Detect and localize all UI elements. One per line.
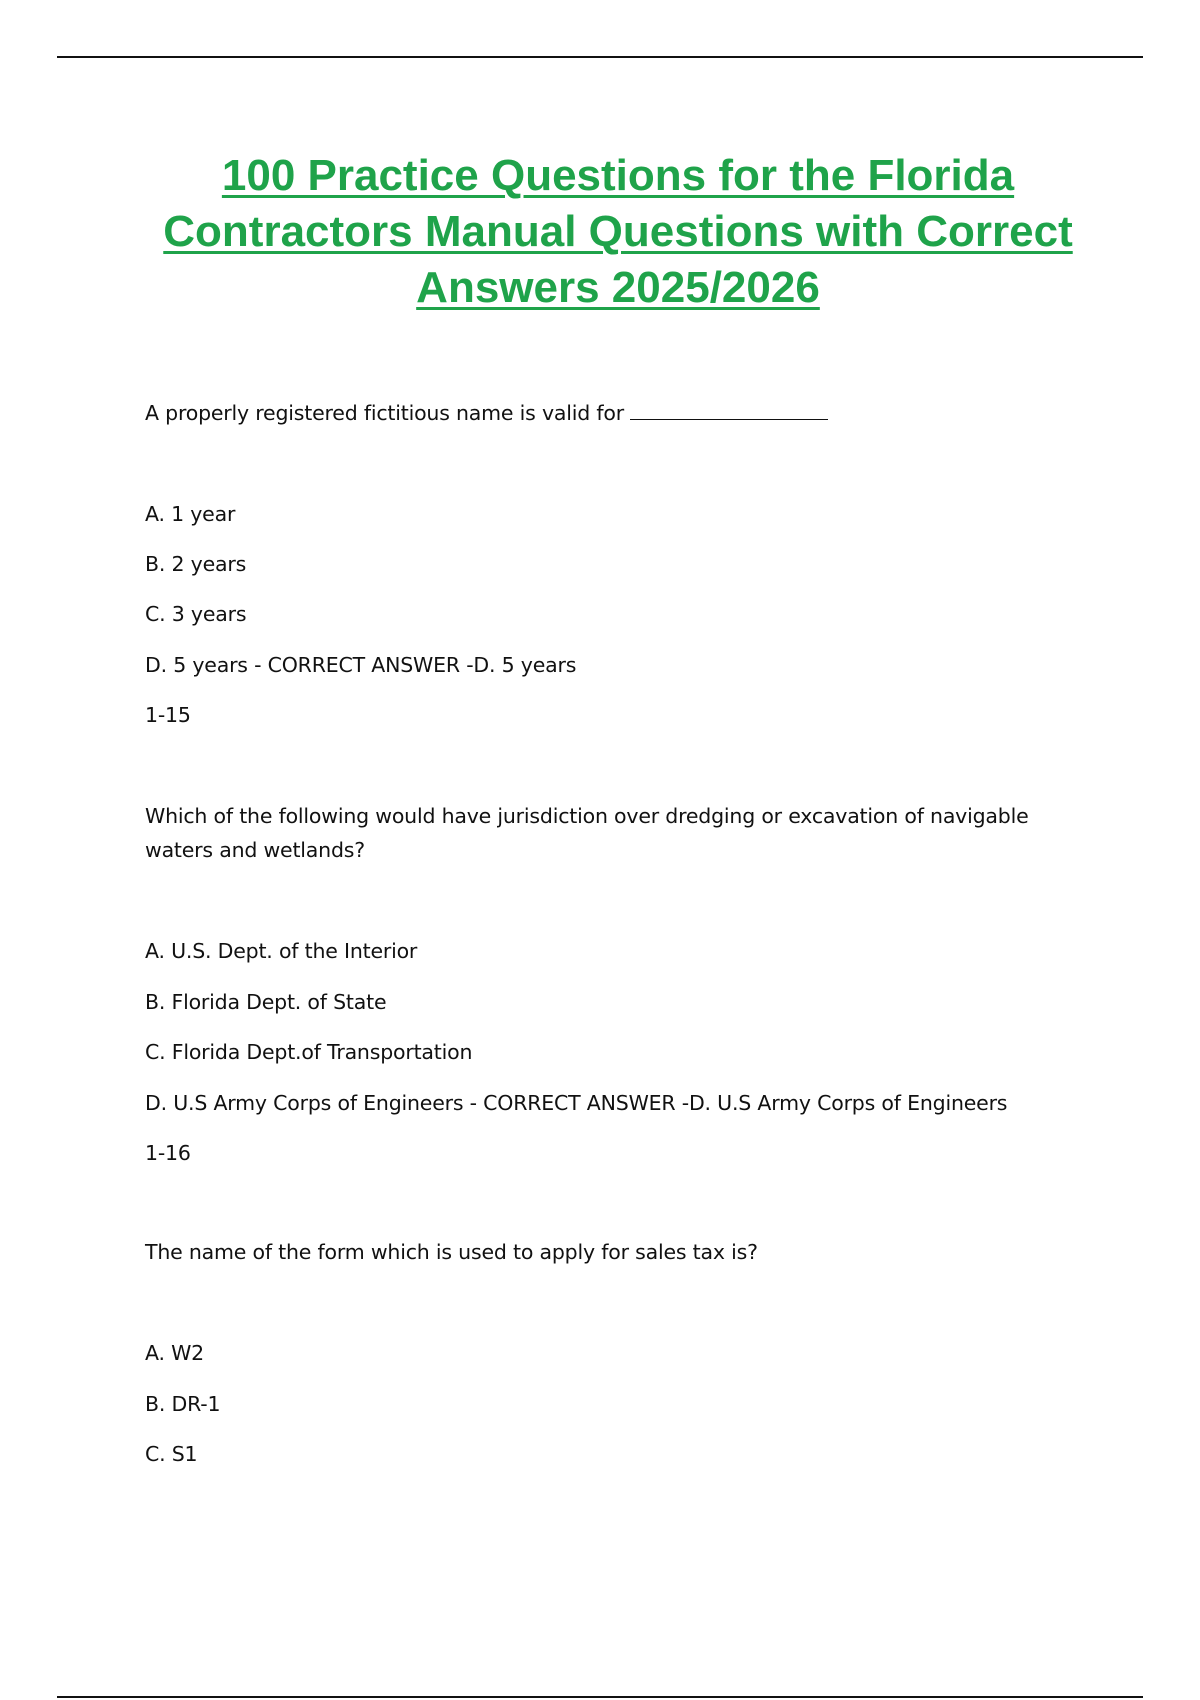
answer-blank <box>630 401 828 420</box>
question-1-option-c: C. 3 years <box>145 602 247 626</box>
question-2-reference: 1-16 <box>145 1141 191 1165</box>
document-title-text: 100 Practice Questions for the Florida Contractors Manual Questions with Correct Answers 2025/2026 <box>163 151 1073 312</box>
document-title <box>140 148 1096 316</box>
question-1-option-b: B. 2 years <box>145 552 247 576</box>
question-2-option-a: A. U.S. Dept. of the Interior <box>145 939 418 963</box>
question-2-prompt: Which of the following would have jurisdiction over dredging or excavation of navigable waters and wetlands? <box>145 804 1029 862</box>
question-1-option-d: D. 5 years - CORRECT ANSWER -D. 5 years <box>145 653 577 677</box>
header-rule <box>57 56 1143 58</box>
question-2-option-c: C. Florida Dept.of Transportation <box>145 1040 473 1064</box>
question-1-prompt-text: A properly registered fictitious name is valid for <box>145 401 624 425</box>
question-1-reference: 1-15 <box>145 703 191 727</box>
question-1-prompt <box>145 396 828 430</box>
question-3-option-a: A. W2 <box>145 1341 205 1365</box>
question-1-option-a: A. 1 year <box>145 502 236 526</box>
question-2-option-b: B. Florida Dept. of State <box>145 990 387 1014</box>
footer-rule <box>57 1696 1143 1698</box>
question-3-option-b: B. DR-1 <box>145 1392 221 1416</box>
question-3-prompt: The name of the form which is used to apply for sales tax is? <box>145 1240 758 1264</box>
question-2-option-d: D. U.S Army Corps of Engineers - CORRECT ANSWER -D. U.S Army Corps of Engineers <box>145 1091 1008 1115</box>
question-3-option-c: C. S1 <box>145 1442 198 1466</box>
